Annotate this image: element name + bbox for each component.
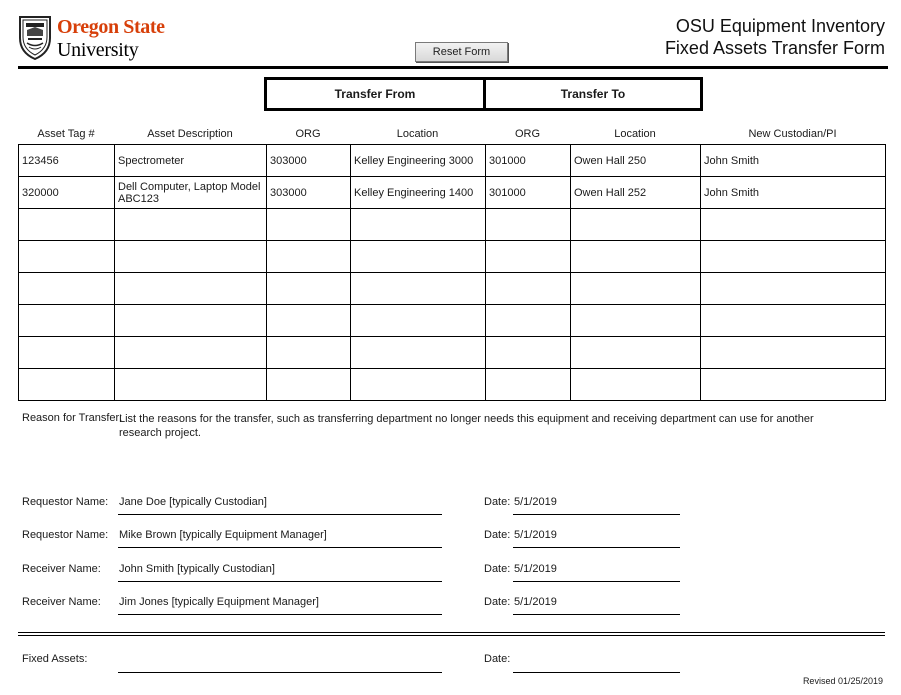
- date-line: [513, 547, 680, 548]
- asset-description-cell[interactable]: [115, 369, 267, 401]
- to-org-cell[interactable]: [486, 273, 571, 305]
- header-divider: [18, 66, 888, 69]
- new-custodian-cell[interactable]: John Smith: [701, 145, 886, 177]
- reason-for-transfer-field[interactable]: List the reasons for the transfer, such as transferring department no longer needs this equipment and receiving department can use for another research project.: [119, 413, 814, 439]
- asset-tag-cell[interactable]: [19, 369, 115, 401]
- to-org-cell[interactable]: [486, 337, 571, 369]
- receiver-name-field[interactable]: Jim Jones [typically Equipment Manager]: [119, 596, 319, 608]
- from-org-cell[interactable]: [267, 209, 351, 241]
- asset-description-cell[interactable]: [115, 273, 267, 305]
- transfer-to-header: Transfer To: [483, 77, 703, 111]
- signature-line: [118, 547, 442, 548]
- asset-tag-cell[interactable]: [19, 305, 115, 337]
- asset-transfer-table: [18, 144, 886, 401]
- revision-date: Revised 01/25/2019: [802, 676, 883, 686]
- to-org-cell[interactable]: [486, 369, 571, 401]
- from-org-cell[interactable]: [267, 273, 351, 305]
- to-org-cell[interactable]: [486, 241, 571, 273]
- from-location-cell[interactable]: [351, 337, 486, 369]
- signature-line: [118, 672, 442, 673]
- from-location-cell[interactable]: [351, 305, 486, 337]
- signature-line: [118, 514, 442, 515]
- from-org-cell[interactable]: 303000: [267, 145, 351, 177]
- fixed-assets-label: Fixed Assets:: [22, 653, 88, 665]
- to-location-cell[interactable]: [571, 241, 701, 273]
- table-row: [19, 241, 886, 273]
- date-line: [513, 672, 680, 673]
- asset-tag-cell[interactable]: [19, 209, 115, 241]
- to-location-cell[interactable]: [571, 273, 701, 305]
- requestor-name-field[interactable]: Mike Brown [typically Equipment Manager]: [119, 529, 327, 541]
- from-org-cell[interactable]: [267, 337, 351, 369]
- osu-logo: [18, 14, 178, 64]
- table-row: [19, 337, 886, 369]
- requestor-date-field[interactable]: 5/1/2019: [514, 529, 557, 541]
- from-location-cell[interactable]: [351, 273, 486, 305]
- new-custodian-cell[interactable]: [701, 241, 886, 273]
- new-custodian-cell[interactable]: John Smith: [701, 177, 886, 209]
- to-org-cell[interactable]: 301000: [486, 177, 571, 209]
- logo-text-oregon-state: Oregon State: [57, 16, 165, 38]
- from-location-cell[interactable]: [351, 369, 486, 401]
- table-row: [19, 177, 886, 209]
- receiver-name-label: Receiver Name:: [22, 563, 101, 575]
- receiver-name-label: Receiver Name:: [22, 596, 101, 608]
- footer-divider: [18, 635, 885, 636]
- asset-tag-cell[interactable]: [19, 241, 115, 273]
- table-row: [19, 305, 886, 337]
- date-line: [513, 581, 680, 582]
- new-custodian-cell[interactable]: [701, 209, 886, 241]
- asset-description-cell[interactable]: [115, 241, 267, 273]
- table-row: [19, 209, 886, 241]
- form-title-line2: Fixed Assets Transfer Form: [664, 38, 885, 58]
- receiver-name-field[interactable]: John Smith [typically Custodian]: [119, 563, 275, 575]
- reason-for-transfer-label: Reason for Transfer:: [22, 412, 123, 424]
- date-line: [513, 614, 680, 615]
- new-custodian-cell[interactable]: [701, 337, 886, 369]
- table-row: [19, 273, 886, 305]
- signature-line: [118, 581, 442, 582]
- from-org-cell[interactable]: [267, 369, 351, 401]
- asset-description-cell[interactable]: Dell Computer, Laptop Model ABC123: [115, 177, 267, 209]
- signature-line: [118, 614, 442, 615]
- new-custodian-cell[interactable]: [701, 273, 886, 305]
- asset-tag-cell[interactable]: 123456: [19, 145, 115, 177]
- asset-description-cell[interactable]: [115, 305, 267, 337]
- asset-description-cell[interactable]: [115, 209, 267, 241]
- to-org-cell[interactable]: [486, 209, 571, 241]
- asset-description-cell[interactable]: [115, 337, 267, 369]
- to-location-cell[interactable]: [571, 209, 701, 241]
- logo-text-university: University: [57, 39, 139, 61]
- asset-tag-cell[interactable]: [19, 273, 115, 305]
- from-location-cell[interactable]: [351, 209, 486, 241]
- table-row: [19, 145, 886, 177]
- to-location-cell[interactable]: [571, 337, 701, 369]
- from-location-cell[interactable]: Kelley Engineering 1400: [351, 177, 486, 209]
- asset-tag-cell[interactable]: 320000: [19, 177, 115, 209]
- date-label: Date:: [484, 596, 511, 608]
- date-label: Date:: [484, 653, 511, 665]
- requestor-name-label: Requestor Name:: [22, 496, 109, 508]
- date-line: [513, 514, 680, 515]
- from-location-cell[interactable]: [351, 241, 486, 273]
- from-location-cell[interactable]: Kelley Engineering 3000: [351, 145, 486, 177]
- date-label: Date:: [484, 529, 511, 541]
- to-location-cell[interactable]: [571, 305, 701, 337]
- column-header-new-custodian: New Custodian/PI: [748, 128, 837, 140]
- osu-shield-icon: [18, 14, 52, 60]
- date-label: Date:: [484, 563, 511, 575]
- from-org-cell[interactable]: [267, 241, 351, 273]
- new-custodian-cell[interactable]: [701, 305, 886, 337]
- asset-tag-cell[interactable]: [19, 337, 115, 369]
- from-org-cell[interactable]: 303000: [267, 177, 351, 209]
- to-org-cell[interactable]: [486, 305, 571, 337]
- requestor-name-label: Requestor Name:: [22, 529, 109, 541]
- requestor-name-field[interactable]: Jane Doe [typically Custodian]: [119, 496, 267, 508]
- column-header-asset-description: Asset Description: [147, 128, 233, 140]
- column-header-asset-tag: Asset Tag #: [37, 128, 95, 140]
- requestor-date-field[interactable]: 5/1/2019: [514, 496, 557, 508]
- to-location-cell[interactable]: [571, 369, 701, 401]
- receiver-date-field[interactable]: 5/1/2019: [514, 596, 557, 608]
- to-org-cell[interactable]: 301000: [486, 145, 571, 177]
- column-header-to-location: Location: [614, 128, 656, 140]
- receiver-date-field[interactable]: 5/1/2019: [514, 563, 557, 575]
- column-header-to-org: ORG: [514, 128, 541, 140]
- date-label: Date:: [484, 496, 511, 508]
- column-header-from-org: ORG: [295, 128, 321, 140]
- table-row: [19, 369, 886, 401]
- to-location-cell[interactable]: Owen Hall 252: [571, 177, 701, 209]
- from-org-cell[interactable]: [267, 305, 351, 337]
- footer-divider: [18, 632, 885, 633]
- column-header-from-location: Location: [396, 128, 439, 140]
- asset-description-cell[interactable]: Spectrometer: [115, 145, 267, 177]
- form-title-line1: OSU Equipment Inventory: [675, 16, 885, 36]
- reset-form-button[interactable]: Reset Form: [415, 42, 508, 62]
- transfer-from-header: Transfer From: [264, 77, 486, 111]
- new-custodian-cell[interactable]: [701, 369, 886, 401]
- to-location-cell[interactable]: Owen Hall 250: [571, 145, 701, 177]
